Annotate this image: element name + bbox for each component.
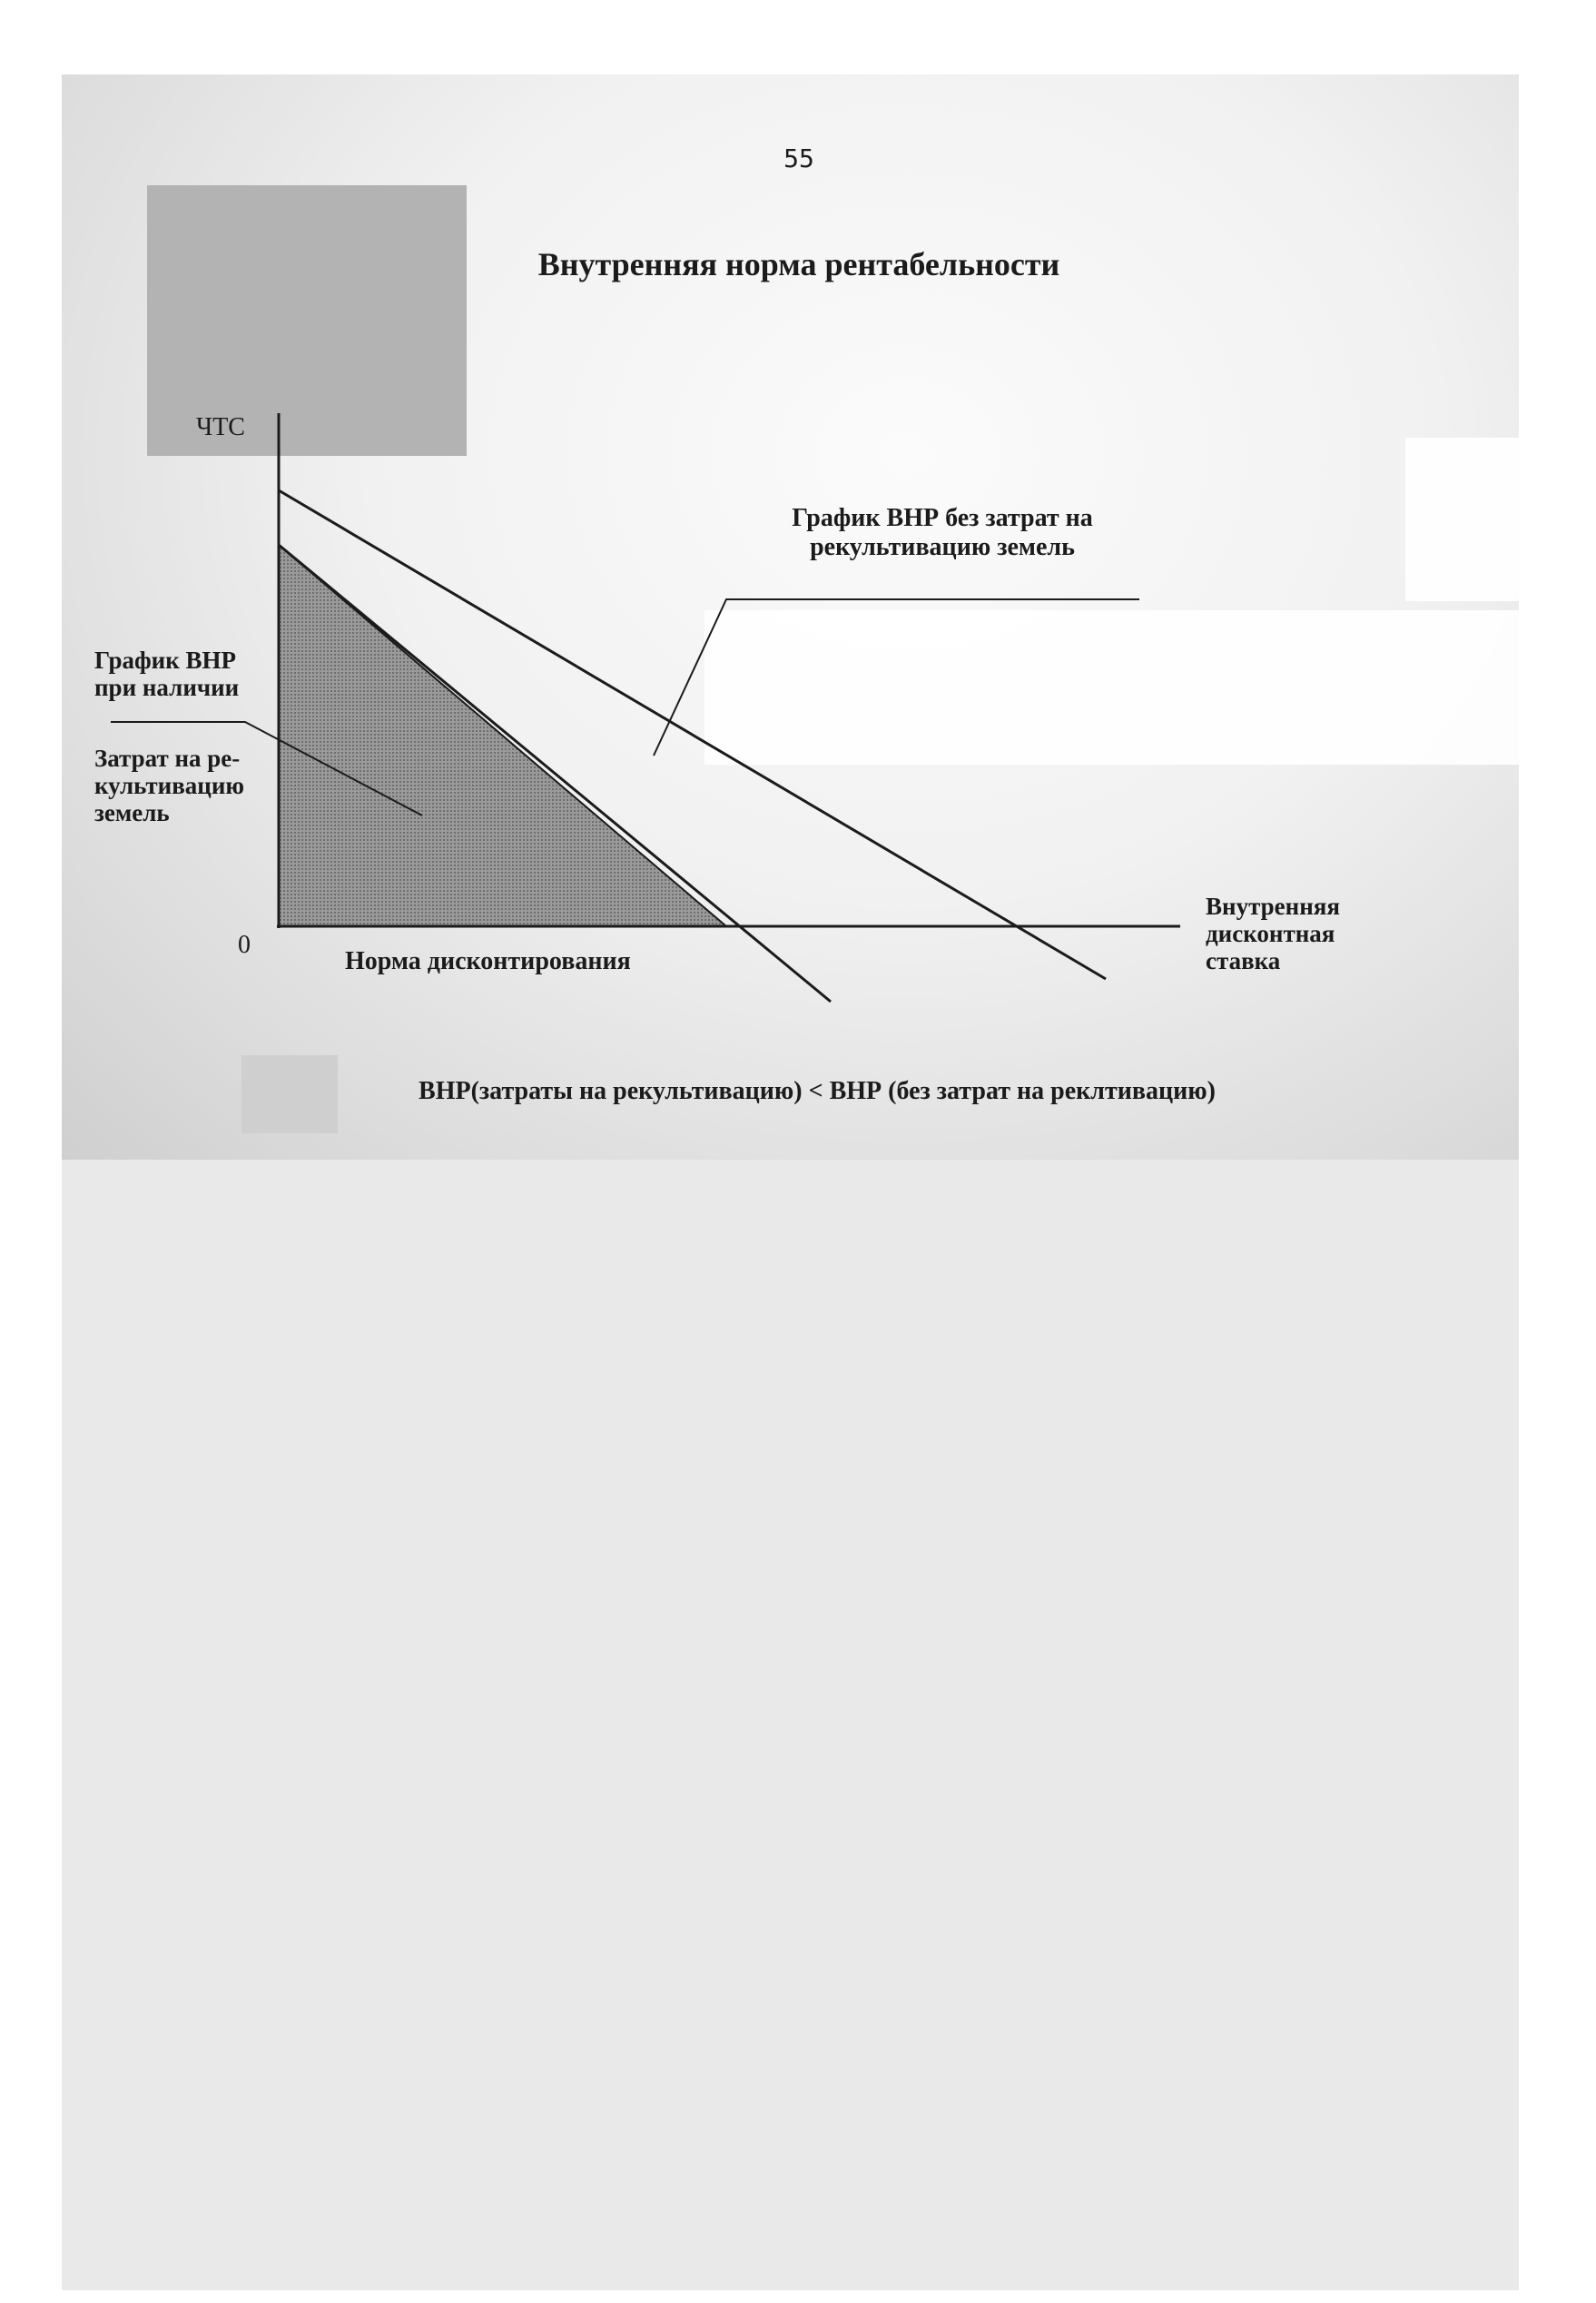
y-axis-label: ЧТС	[196, 413, 245, 441]
x-axis-label: Норма дисконтирования	[345, 947, 631, 975]
origin-label: 0	[238, 931, 251, 959]
label-line: рекультивацию земель	[810, 533, 1075, 561]
diagram-caption: ВНР(затраты на рекультивацию) < ВНР (без затрат на реклтивацию)	[419, 1077, 1216, 1105]
label-line: ставка	[1206, 947, 1281, 974]
label-line: Внутренняя	[1206, 893, 1340, 920]
label-line: Затрат на ре-	[94, 745, 241, 772]
label-line: дисконтная	[1206, 920, 1335, 947]
label-line: График ВНР без затрат на	[792, 504, 1093, 532]
label-line: земель	[94, 799, 170, 826]
label-irr-with-cost	[94, 647, 276, 701]
label-irr-with-cost-continued	[94, 745, 276, 826]
leader-without-cost	[654, 599, 1139, 756]
page-title: Внутренняя норма рентабельности	[537, 246, 1060, 282]
page-number: 55	[783, 143, 814, 173]
label-line: График ВНР	[94, 647, 237, 674]
label-internal-discount-rate	[1206, 893, 1405, 974]
label-line: при наличии	[94, 674, 240, 701]
label-irr-without-cost	[752, 504, 1133, 562]
label-line: культивацию	[94, 772, 245, 799]
